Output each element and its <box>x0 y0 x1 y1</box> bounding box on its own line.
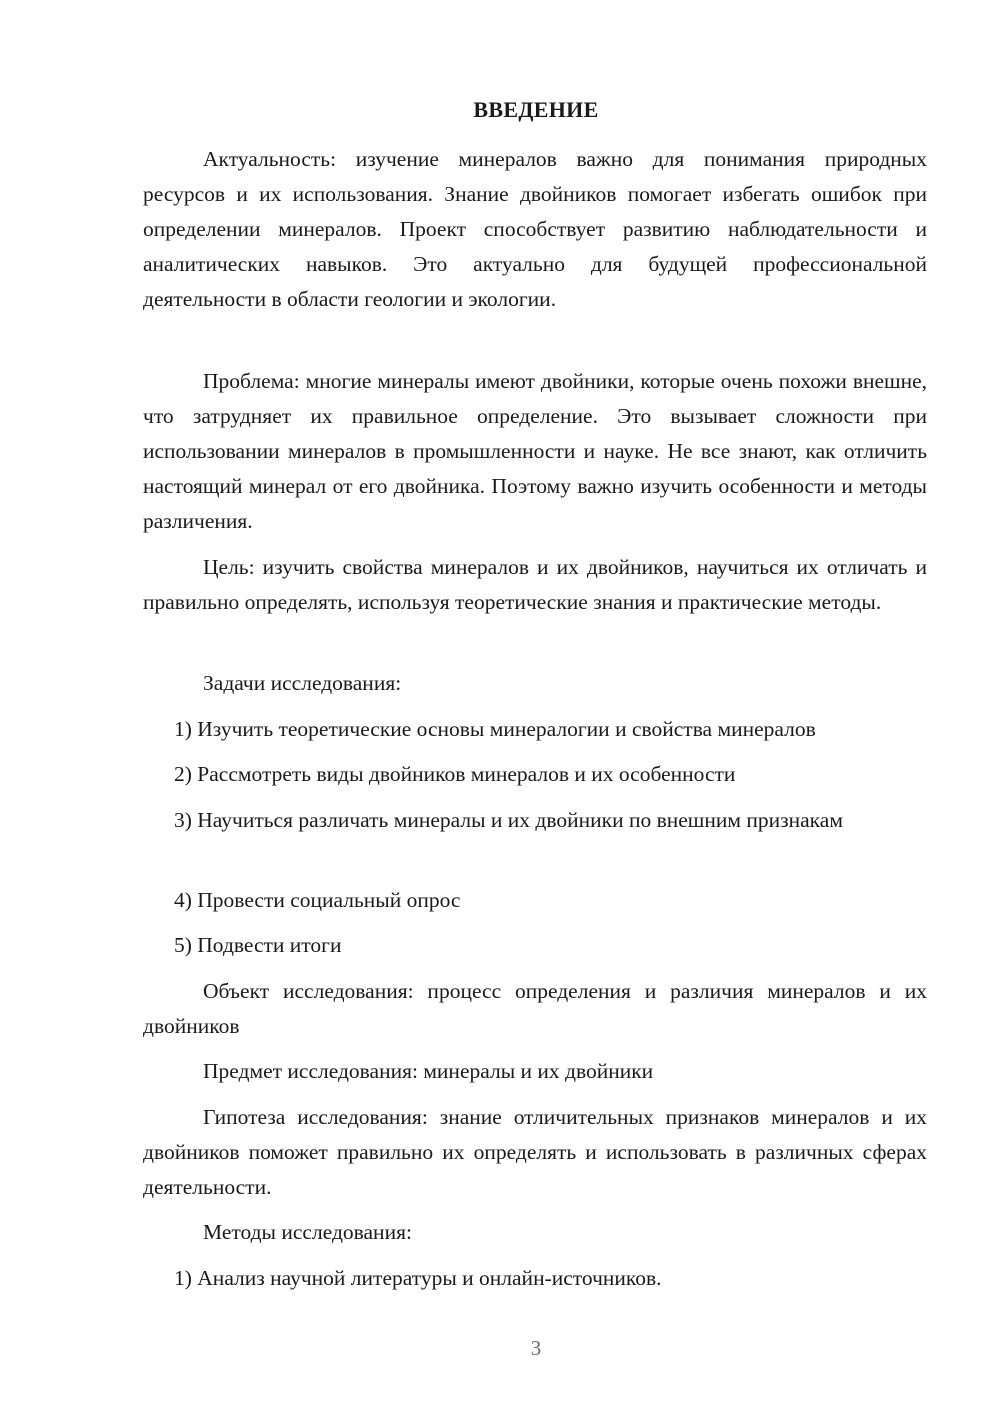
subject-paragraph: Предмет исследования: минералы и их двойники <box>203 1059 654 1083</box>
object-paragraph: Объект исследования: процесс определения и различия минералов и их двойников <box>143 979 927 1038</box>
page-heading: ВВЕДЕНИЕ <box>473 97 599 122</box>
task-item-4: 4) Провести социальный опрос <box>174 888 461 912</box>
relevance-paragraph: Актуальность: изучение минералов важно для понимания природных ресурсов и их использования. Знание двойников помогает избегать ошибок при определении минералов. Проект способствует развитию наблюдательности и аналитических навыков. Это актуально для будущей профессиональной деятельности в области геологии и экологии. <box>143 147 927 311</box>
goal-paragraph: Цель: изучить свойства минералов и их двойников, научиться их отличать и правильно определять, используя теоретические знания и практические методы. <box>143 555 927 614</box>
methods-title: Методы исследования: <box>203 1220 412 1244</box>
page-number: 3 <box>530 1336 542 1360</box>
problem-paragraph: Проблема: многие минералы имеют двойники, которые очень похожи внешне, что затрудняет их правильное определение. Это вызывает сложности при использовании минералов в промышленности и науке. Не все знают, как отличить настоящий минерал от его двойника. Поэтому важно изучить особенности и методы различения. <box>143 369 927 533</box>
task-item-2: 2) Рассмотреть виды двойников минералов и их особенности <box>174 762 736 786</box>
hypothesis-paragraph: Гипотеза исследования: знание отличительных признаков минералов и их двойников поможет правильно их определять и использовать в различных сферах деятельности. <box>143 1105 927 1199</box>
tasks-title: Задачи исследования: <box>203 671 402 695</box>
task-item-5: 5) Подвести итоги <box>174 933 342 957</box>
task-item-3: 3) Научиться различать минералы и их двойники по внешним признакам <box>174 808 843 832</box>
method-item-1: 1) Анализ научной литературы и онлайн-источников. <box>174 1266 662 1290</box>
task-item-1: 1) Изучить теоретические основы минералогии и свойства минералов <box>174 717 816 741</box>
